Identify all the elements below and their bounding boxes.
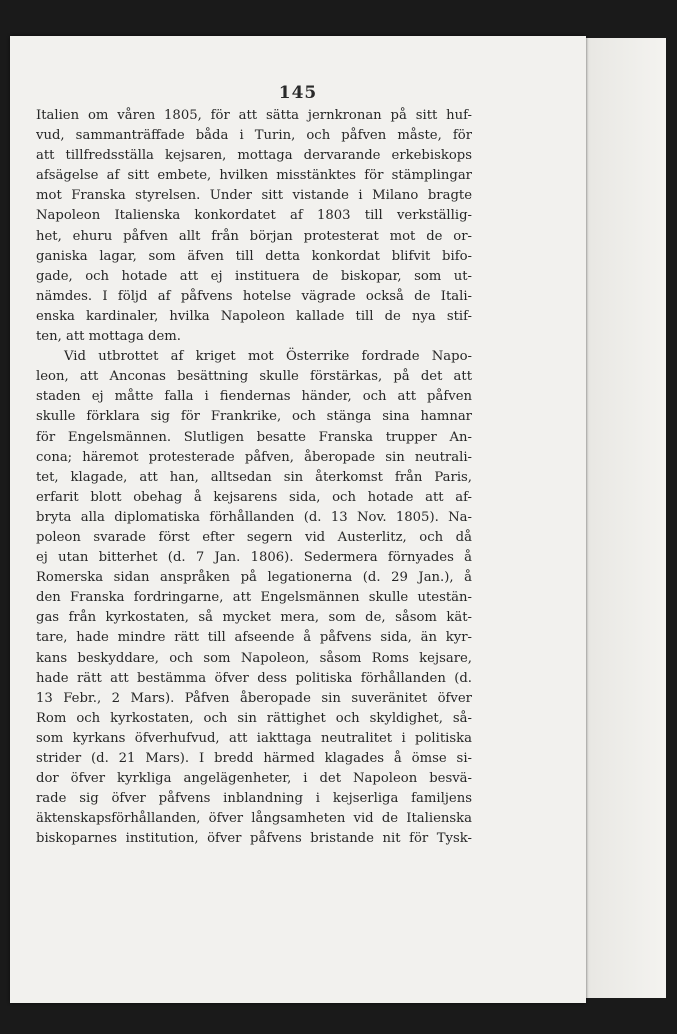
text-line: bryta alla diplomatiska förhållanden (d. 13 Nov. 1805). Na-	[36, 509, 472, 525]
text-line: erfarit blott obehag å kejsarens sida, och hotade att af-	[36, 489, 472, 505]
text-line: att tillfredsställa kejsaren, mottaga dervarande erkebiskops	[36, 148, 472, 164]
text-line: äktenskapsförhållanden, öfver långsamheten vid de Italienska	[36, 811, 472, 827]
text-line: Italien om våren 1805, för att sätta jernkronan på sitt huf-	[36, 108, 472, 123]
text-line: biskoparnes institution, öfver påfvens bristande nit för Tysk-	[36, 831, 472, 847]
text-line: dor öfver kyrkliga angelägenheter, i det Napoleon besvä-	[36, 771, 472, 787]
text-line: för Engelsmännen. Slutligen besatte Franska trupper An-	[36, 429, 472, 445]
text-line: Rom och kyrkostaten, och sin rättighet och skyldighet, så-	[36, 710, 472, 726]
page-edge	[586, 38, 666, 998]
text-line: 13 Febr., 2 Mars). Påfven åberopade sin suveränitet öfver	[36, 690, 472, 706]
text-line: cona; häremot protesterade påfven, åberopade sin neutrali-	[36, 449, 472, 465]
text-line: poleon svarade först efter segern vid Austerlitz, och då	[36, 529, 472, 545]
text-line: ganiska lagar, som äfven till detta konkordat blifvit bifo-	[36, 248, 472, 264]
text-line: kans beskyddare, och som Napoleon, såsom Roms kejsare,	[36, 650, 472, 666]
text-line: ten, att mottaga dem.	[36, 329, 181, 345]
text-line: rade sig öfver påfvens inblandning i kejserliga familjens	[36, 791, 472, 807]
body-text	[36, 106, 472, 849]
text-line: mot Franska styrelsen. Under sitt vistande i Milano bragte	[36, 188, 472, 204]
book-page	[10, 36, 586, 1003]
text-line: staden ej måtte falla i fiendernas händer, och att påfven	[36, 389, 472, 405]
text-line: het, ehuru påfven allt från början protesterat mot de or-	[36, 228, 472, 244]
text-line: vud, sammanträffade båda i Turin, och påfven måste, för	[36, 128, 472, 144]
text-line: den Franska fordringarne, att Engelsmännen skulle utestän-	[36, 590, 472, 606]
text-line: Napoleon Italienska konkordatet af 1803 till verkställig-	[36, 208, 472, 224]
text-line: hade rätt att bestämma öfver dess politiska förhållanden (d.	[36, 670, 472, 686]
text-line: gade, och hotade att ej instituera de biskopar, som ut-	[36, 268, 472, 284]
text-line: som kyrkans öfverhufvud, att iakttaga neutralitet i politiska	[36, 730, 472, 746]
page-number: 145	[278, 83, 318, 103]
text-line: skulle förklara sig för Frankrike, och stänga sina hamnar	[36, 409, 472, 425]
text-line: Vid utbrottet af kriget mot Österrike fordrade Napo-	[64, 349, 472, 365]
text-line: nämdes. I följd af påfvens hotelse vägrade också de Itali-	[36, 288, 472, 304]
text-line: leon, att Anconas besättning skulle förstärkas, på det att	[36, 369, 472, 385]
text-line: Romerska sidan anspråken på legationerna (d. 29 Jan.), å	[36, 570, 472, 586]
text-line: tet, klagade, att han, alltsedan sin återkomst från Paris,	[36, 469, 472, 485]
text-line: strider (d. 21 Mars). I bredd härmed klagades å ömse si-	[36, 751, 472, 766]
text-line: enska kardinaler, hvilka Napoleon kallade till de nya stif-	[36, 308, 472, 324]
text-line: gas från kyrkostaten, så mycket mera, som de, såsom kät-	[36, 610, 472, 626]
text-line: ej utan bitterhet (d. 7 Jan. 1806). Sedermera förnyades å	[36, 550, 472, 566]
text-line: afsägelse af sitt embete, hvilken misstänktes för stämplingar	[36, 168, 472, 184]
text-line: tare, hade mindre rätt till afseende å påfvens sida, än kyr-	[36, 630, 472, 646]
